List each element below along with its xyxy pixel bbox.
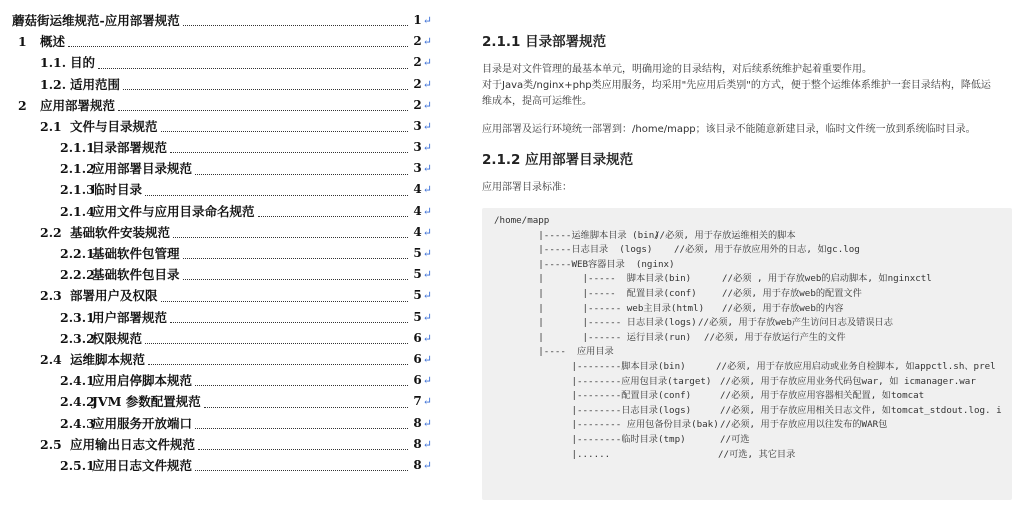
toc-entry-number: 2.4.1 [60,373,95,389]
toc-dot-leader [118,110,408,111]
paragraph-mark-icon: ↵ [422,141,432,155]
toc-entry[interactable] [12,285,432,306]
toc-entry[interactable] [12,391,432,412]
toc-entry-title: JVM 参数配置规范 [92,394,201,410]
code-line [494,229,1010,243]
code-line-path: |--------临时目录(tmp) [494,434,686,445]
toc-entry-page-number: 6 [413,351,422,366]
toc-dot-leader [98,68,408,69]
code-line-path: |--------脚本目录(bin) [494,361,686,372]
paragraph-mark-icon: ↵ [422,162,432,176]
code-line [494,272,1010,286]
paragraph-mark-icon: ↵ [422,331,432,345]
paragraph-approach-line1: 对于Java类/nginx+php类应用服务，均采用"先应用后类别"的方式，便于整个运维体系维护一套目录结构，降低运 [482,80,991,91]
paragraph-mark-icon: ↵ [422,374,432,388]
toc-dot-leader [204,407,408,408]
toc-entry-title: 应用日志文件规范 [92,457,193,473]
toc-entry-number: 2.1.4 [60,203,95,219]
toc-entry[interactable] [12,31,432,52]
toc-entry-page-number: 8 [413,415,422,430]
toc-entry-title: 目录部署规范 [92,140,168,156]
toc-entry-number: 2.4.3 [60,415,95,431]
toc-entry-page-number: 3 [413,161,422,176]
paragraph-mark-icon: ↵ [422,395,432,409]
paragraph-directory-standard: 应用部署目录标准： [482,182,572,193]
code-line-path: |--------配置目录(conf) [494,390,692,402]
toc-entry[interactable] [12,116,432,137]
paragraph-mark-icon: ↵ [422,437,432,451]
code-line-path: /home/mapp [494,215,550,226]
code-line-comment: //必须, 用于存放运行产生的文件 [704,331,846,343]
paragraph-mark-icon: ↵ [422,204,432,218]
code-line [494,389,1010,403]
toc-entry-number: 2.1.1 [60,140,95,156]
toc-dot-leader [161,131,408,132]
toc-dot-leader [195,470,408,471]
code-line-comment: //必须, 用于存放web的内容 [722,302,844,314]
toc-entry-page-number: 1 [413,12,422,27]
toc-entry-page-number: 8 [413,457,422,472]
toc-entry-title: 目的 [70,55,96,71]
code-line [494,331,1010,345]
toc-entry[interactable] [12,328,432,349]
toc-entry-page-number: 5 [413,288,422,303]
paragraph-mark-icon: ↵ [422,458,432,472]
paragraph-mark-icon: ↵ [422,183,432,197]
toc-entry-number: 2.3.2 [60,330,95,346]
toc-entry-number: 2.3 [40,288,62,304]
paragraph-mark-icon: ↵ [422,225,432,239]
toc-entry-page-number: 2 [413,55,422,70]
toc-entry[interactable] [12,222,432,243]
toc-dot-leader [195,174,408,175]
toc-entry[interactable] [12,349,432,370]
directory-tree-code-block [482,208,1012,500]
toc-entry-title: 用户部署规范 [92,309,168,325]
code-line-comment: //必须, 用于存放应用相关日志文件, 如tomcat_stdout.log. i [720,404,1002,416]
toc-entry-title: 应用部署规范 [40,97,116,113]
toc-entry-title: 应用文件与应用目录命名规范 [92,203,255,219]
toc-dot-leader [183,279,408,280]
code-line-path: | |----- 脚本目录(bin) [494,273,692,285]
toc-entry-number: 2.4 [40,351,62,367]
paragraph-mark-icon: ↵ [422,247,432,261]
toc-entry[interactable] [12,434,432,455]
toc-entry-number: 2 [18,97,27,113]
code-line-path: | |------ 日志目录(logs) [494,317,697,329]
toc-entry-title: 权限规范 [92,330,143,346]
toc-entry-title: 应用部署目录规范 [92,161,193,177]
code-line [494,243,1010,257]
toc-entry[interactable] [12,370,432,391]
toc-entry-page-number: 4 [413,224,422,239]
code-line-comment: //必须, 用于存放应用外的日志, 如gc.log [674,244,860,256]
toc-entry-page-number: 4 [413,182,422,197]
code-line [494,316,1010,330]
toc-entry-page-number: 2 [413,34,422,49]
toc-dot-leader [145,343,408,344]
toc-entry-number: 2.5 [40,436,62,452]
code-line-path: |---- 应用目录 [494,346,614,358]
paragraph-mark-icon: ↵ [422,289,432,303]
toc-entry[interactable] [12,10,432,31]
code-line [494,258,1010,272]
toc-entry-page-number: 5 [413,309,422,324]
paragraph-directory-intro: 目录是对文件管理的最基本单元，明确用途的目录结构，对后续系统维护起着重要作用。 [482,64,872,75]
code-line-path: |-----日志目录 (logs) [494,244,653,256]
code-line [494,404,1010,418]
toc-entry-title: 蘑菇街运维规范-应用部署规范 [12,12,180,28]
code-line-path: |-----运维脚本目录 (bin) [494,229,660,241]
toc-entry-page-number: 6 [413,330,422,345]
code-line-path: | |------ web主目录(html) [494,302,705,314]
toc-entry[interactable] [12,95,432,116]
toc-dot-leader [161,301,408,302]
paragraph-mark-icon: ↵ [422,310,432,324]
code-line-comment: //必须, 用于存放web产生访问日志及错误日志 [698,317,893,329]
toc-entry-number: 2.1.2 [60,161,95,177]
code-line-comment: //必须 , 用于存放web的启动脚本, 如nginxctl [722,273,932,285]
paragraph-mark-icon: ↵ [422,77,432,91]
code-line-path: | |----- 配置目录(conf) [494,288,697,299]
toc-entry-page-number: 2 [413,76,422,91]
toc-entry-number: 2.1 [40,118,62,134]
toc-dot-leader [68,46,408,47]
toc-entry-number: 2.3.1 [60,309,95,325]
toc-entry-number: 2.2 [40,224,62,240]
code-line-comment: //必须, 用于存放运维相关的脚本 [654,229,796,241]
code-line-comment: //可选, 其它目录 [718,448,796,460]
section-heading-2-1-2: 2.1.2 应用部署目录规范 [482,152,634,168]
code-line-comment: //必须, 用于存放应用容器相关配置, 如tomcat [720,390,925,402]
code-line-comment: //必须, 用于存放应用启动或业务自检脚本, 如appctl.sh、prel [716,361,996,372]
toc-entry-title: 概述 [40,34,66,50]
code-line [494,214,1010,228]
code-line [494,302,1010,316]
code-line-path: |--------日志目录(logs) [494,404,692,416]
paragraph-mark-icon: ↵ [422,56,432,70]
section-heading-2-1-1: 2.1.1 目录部署规范 [482,34,607,50]
toc-dot-leader [170,322,408,323]
toc-entry-number: 1.2. [40,76,67,92]
toc-dot-leader [198,449,408,450]
table-of-contents [12,10,432,500]
code-line-comment: //必须, 用于存放应用以往发布的WAR包 [720,419,888,431]
toc-dot-leader [183,258,408,259]
toc-entry-number: 2.1.3 [60,182,95,198]
toc-entry[interactable] [12,264,432,285]
toc-entry-number: 2.2.1 [60,246,95,262]
code-line-comment: //必须, 用于存放应用业务代码包war, 如 icmanager.war [720,375,976,387]
toc-entry-title: 应用输出日志文件规范 [70,436,196,452]
code-line [494,375,1010,389]
code-line-path: |...... [494,448,611,460]
toc-entry-page-number: 3 [413,140,422,155]
toc-entry-title: 应用启停脚本规范 [92,373,193,389]
toc-dot-leader [258,216,408,217]
toc-entry-page-number: 2 [413,97,422,112]
toc-entry-title: 文件与目录规范 [70,118,158,134]
code-line-path: |--------应用包目录(target) [494,375,712,387]
toc-entry-page-number: 7 [413,394,422,409]
toc-entry-number: 1 [18,34,27,50]
toc-entry[interactable] [12,158,432,179]
toc-entry-number: 2.5.1 [60,457,95,473]
code-line [494,433,1010,447]
toc-entry[interactable] [12,413,432,434]
toc-entry-page-number: 3 [413,118,422,133]
toc-dot-leader [195,428,408,429]
code-line [494,287,1010,301]
toc-entry-page-number: 6 [413,373,422,388]
toc-dot-leader [148,364,408,365]
paragraph-mark-icon: ↵ [422,119,432,133]
code-line-comment: //必须, 用于存放web的配置文件 [722,288,862,299]
paragraph-mark-icon: ↵ [422,416,432,430]
code-line-path: |-------- 应用包备份目录(bak) [494,419,719,431]
toc-entry[interactable] [12,74,432,95]
toc-entry-page-number: 5 [413,246,422,261]
toc-entry-page-number: 5 [413,267,422,282]
code-line [494,418,1010,432]
toc-entry-title: 基础软件包目录 [92,267,180,283]
toc-dot-leader [170,152,408,153]
paragraph-deploy-path: 应用部署及运行环境统一部署到：/home/mapp；该目录不能随意新建目录，临时文件统一放到系统临时目录。 [482,124,976,135]
toc-entry[interactable] [12,180,432,201]
toc-entry-title: 适用范围 [70,76,121,92]
toc-entry[interactable] [12,455,432,476]
toc-entry-page-number: 4 [413,203,422,218]
toc-entry-title: 部署用户及权限 [70,288,158,304]
code-line-comment: //可选 [720,434,750,445]
toc-entry-title: 应用服务开放端口 [92,415,193,431]
toc-dot-leader [195,385,408,386]
code-line [494,448,1010,462]
toc-dot-leader [145,195,408,196]
paragraph-mark-icon: ↵ [422,352,432,366]
toc-dot-leader [173,237,408,238]
code-line-path: | |------ 运行目录(run) [494,331,692,343]
code-line [494,360,1010,374]
code-line-path: |-----WEB容器目录 (nginx) [494,258,675,270]
toc-entry-title: 运维脚本规范 [70,351,146,367]
toc-entry[interactable] [12,137,432,158]
toc-entry-title: 临时目录 [92,182,143,198]
document-panel [482,22,1012,502]
paragraph-mark-icon: ↵ [422,35,432,49]
toc-entry-number: 2.4.2 [60,394,95,410]
code-line [494,345,1010,359]
paragraph-mark-icon: ↵ [422,98,432,112]
paragraph-mark-icon: ↵ [422,13,432,27]
paragraph-mark-icon: ↵ [422,268,432,282]
toc-dot-leader [183,25,408,26]
paragraph-approach-line2: 维成本，提高可运维性。 [482,96,592,107]
toc-entry[interactable] [12,243,432,264]
toc-entry-number: 2.2.2 [60,267,95,283]
toc-entry[interactable] [12,307,432,328]
toc-entry-number: 1.1. [40,55,67,71]
toc-entry-page-number: 8 [413,436,422,451]
toc-dot-leader [123,89,408,90]
toc-entry-title: 基础软件包管理 [92,246,180,262]
toc-entry-title: 基础软件安装规范 [70,224,171,240]
toc-entry[interactable] [12,201,432,222]
toc-entry[interactable] [12,52,432,73]
